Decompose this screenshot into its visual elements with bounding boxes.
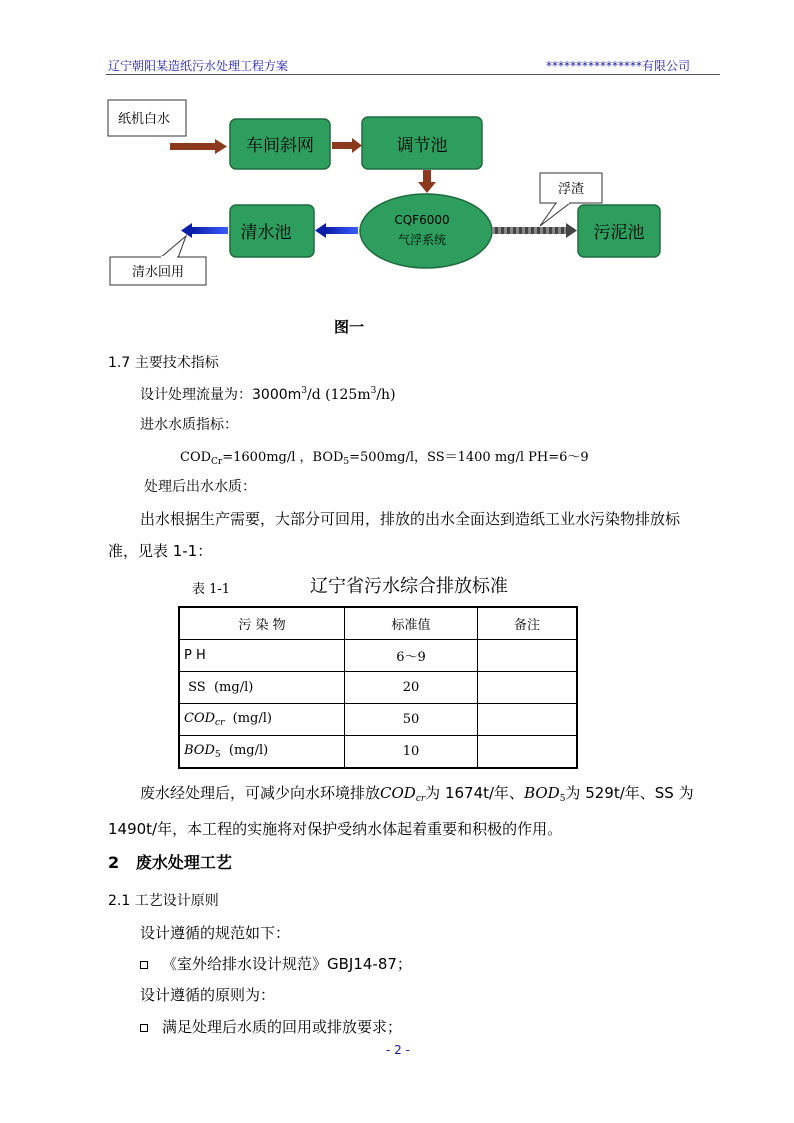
table-title: 辽宁省污水综合排放标准 xyxy=(310,576,508,597)
inlet-quality-label: 进水水质指标： xyxy=(140,417,238,433)
principle-item: 满足处理后水质的回用或排放要求； xyxy=(140,1016,402,1037)
ellipse-line1: CQF6000 xyxy=(394,213,450,227)
result-line-1: 废水经处理后，可减少向水环境排放$COD_{cr}$为 1674t/年、$BOD_5$为 529t/年、SS 为 xyxy=(140,784,694,804)
checkbox-bullet-icon xyxy=(140,1024,148,1032)
arrow-to-screen xyxy=(170,143,215,150)
table-row xyxy=(179,736,577,769)
arrow-to-clear-tank xyxy=(326,227,358,234)
paragraph-line-2: 准，见表 1-1： xyxy=(108,542,213,560)
process-flow-diagram xyxy=(0,0,794,310)
table-cell-note xyxy=(478,704,578,736)
table-row xyxy=(179,704,577,736)
table-cell-note xyxy=(478,736,578,769)
table-cell-value: 20 xyxy=(345,672,478,704)
figure-caption: 图一 xyxy=(334,318,365,336)
ellipse-line2: 气浮系统 xyxy=(397,233,447,247)
box-sludge-tank-label: 污泥池 xyxy=(593,223,645,243)
table-header-row xyxy=(179,607,577,640)
result-line-2: 1490t/年，本工程的实施将对保护受纳水体起着重要和积极的作用。 xyxy=(108,820,563,838)
table-cell-note xyxy=(478,640,578,672)
page-number: - 2 - xyxy=(386,1043,410,1057)
table-cell-note xyxy=(478,672,578,704)
ellipse-cqf6000-flotation xyxy=(360,194,492,268)
norm-item: 《室外给排水设计规范》GBJ14-87； xyxy=(140,953,412,974)
principles-label: 设计遵循的原则为： xyxy=(140,986,276,1004)
section-2-1-heading: 2.1 工艺设计原则 xyxy=(108,893,219,909)
arrow-to-sludge-tank xyxy=(492,227,566,234)
label-clear-water-reuse-text: 清水回用 xyxy=(131,265,185,280)
table-cell-pollutant: $BOD_5$ (mg/l) xyxy=(179,736,345,769)
inlet-quality-values: $COD_{Cr}=1600mg/l$ ，$BOD_5=500mg/l$，SS＝1400 mg/l PH=6～9 xyxy=(180,450,589,467)
table-cell-value: 10 xyxy=(345,736,478,769)
section-1-7-heading: 1.7 主要技术指标 xyxy=(108,355,219,371)
box-clear-water-tank-label: 清水池 xyxy=(240,223,292,243)
emission-standard-table xyxy=(178,606,578,769)
paragraph-line-1: 出水根据生产需要，大部分可回用，排放的出水全面达到造纸工业水污染物排放标 xyxy=(140,510,681,528)
checkbox-bullet-icon xyxy=(140,961,148,969)
arrow-to-reuse xyxy=(192,227,228,234)
label-white-water-text: 纸机白水 xyxy=(118,112,171,127)
norms-label: 设计遵循的规范如下： xyxy=(140,924,291,942)
label-scum-text: 浮渣 xyxy=(557,182,585,197)
table-cell-value: 50 xyxy=(345,704,478,736)
outlet-quality-label: 处理后出水水质： xyxy=(144,479,256,495)
table-cell-value: 6～9 xyxy=(345,640,478,672)
arrow-to-flotation xyxy=(423,170,431,182)
table-number: 表 1-1 xyxy=(192,582,231,597)
arrow-to-tank xyxy=(332,142,352,149)
table-row xyxy=(179,672,577,704)
table-header-note: 备注 xyxy=(478,607,578,640)
table-header-standard: 标准值 xyxy=(345,607,478,640)
box-workshop-screen-label: 车间斜网 xyxy=(246,136,314,156)
table-cell-pollutant: SS (mg/l) xyxy=(179,672,345,704)
table-cell-pollutant: $COD_{cr}$ (mg/l) xyxy=(179,704,345,736)
table-cell-pollutant: P H xyxy=(179,640,345,672)
header-right-company: ****************有限公司 xyxy=(545,59,690,73)
box-regulating-tank-label: 调节池 xyxy=(396,136,448,156)
table-header-pollutant: 污 染 物 xyxy=(179,607,345,640)
table-row xyxy=(179,640,577,672)
section-2-heading: 2 废水处理工艺 xyxy=(108,853,232,872)
design-flow-line: 设计处理流量为：$3000m^3/d$ $(125m^3/h)$ xyxy=(140,386,396,403)
header-left-title: 辽宁朝阳某造纸污水处理工程方案 xyxy=(108,59,289,73)
